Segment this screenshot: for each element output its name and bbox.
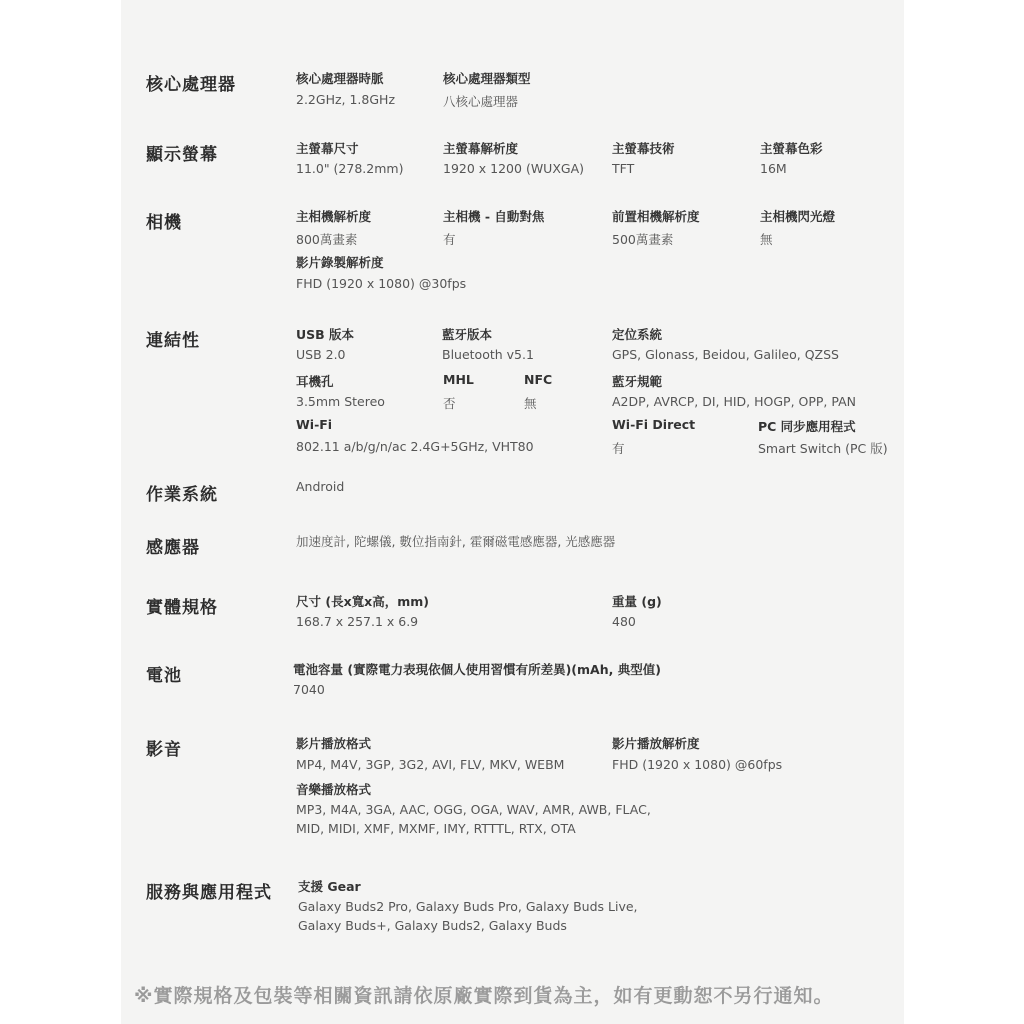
section-title-display: 顯示螢幕 <box>146 145 218 165</box>
cpu-type-label: 核心處理器類型 <box>443 71 531 86</box>
display-color-label: 主螢幕色彩 <box>760 141 823 156</box>
dimension-label: 尺寸 (長x寬x高，mm) <box>296 594 429 609</box>
wifi-value: 802.11 a/b/g/n/ac 2.4G+5GHz, VHT80 <box>296 439 534 454</box>
camera-flash-label: 主相機閃光燈 <box>760 209 836 224</box>
camera-flash-value: 無 <box>760 232 773 247</box>
section-title-battery: 電池 <box>146 666 182 686</box>
earjack-label: 耳機孔 <box>296 374 334 389</box>
location-value: GPS, Glonass, Beidou, Galileo, QZSS <box>612 347 839 362</box>
video-res-label: 影片播放解析度 <box>612 736 700 751</box>
battery-capacity-value: 7040 <box>293 682 325 697</box>
usb-value: USB 2.0 <box>296 347 346 362</box>
bt-profile-value: A2DP, AVRCP, DI, HID, HOGP, OPP, PAN <box>612 394 857 409</box>
display-color-value: 16M <box>760 161 787 176</box>
section-title-os: 作業系統 <box>146 485 218 505</box>
mhl-label: MHL <box>443 372 474 387</box>
video-res-value: FHD (1920 x 1080) @60fps <box>612 757 783 772</box>
section-title-services: 服務與應用程式 <box>146 883 272 903</box>
mhl-value: 否 <box>443 396 456 411</box>
location-label: 定位系統 <box>612 327 663 342</box>
camera-front-res-value: 500萬畫素 <box>612 232 674 247</box>
gear-label: 支援 Gear <box>298 879 361 894</box>
video-format-value: MP4, M4V, 3GP, 3G2, AVI, FLV, MKV, WEBM <box>296 757 565 772</box>
camera-video-value: FHD (1920 x 1080) @30fps <box>296 276 467 291</box>
wifi-direct-label: Wi-Fi Direct <box>612 417 696 432</box>
weight-label: 重量 (g) <box>612 594 662 609</box>
bluetooth-label: 藍牙版本 <box>442 327 493 342</box>
earjack-value: 3.5mm Stereo <box>296 394 385 409</box>
video-format-label: 影片播放格式 <box>296 736 372 751</box>
section-title-cpu: 核心處理器 <box>146 75 236 95</box>
cpu-type-value: 八核心處理器 <box>443 94 519 109</box>
section-title-connectivity: 連結性 <box>146 331 200 351</box>
bt-profile-label: 藍牙規範 <box>612 374 663 389</box>
section-title-physical: 實體規格 <box>146 598 218 618</box>
section-title-camera: 相機 <box>146 213 182 233</box>
cpu-speed-label: 核心處理器時脈 <box>296 71 384 86</box>
gear-line-1: Galaxy Buds2 Pro, Galaxy Buds Pro, Galaxy Buds Live, <box>298 899 638 914</box>
usb-label: USB 版本 <box>296 327 355 342</box>
audio-format-line-2: MID, MIDI, XMF, MXMF, IMY, RTTTL, RTX, OTA <box>296 821 576 836</box>
camera-front-res-label: 前置相機解析度 <box>612 209 700 224</box>
sensors-value: 加速度計, 陀螺儀, 數位指南針, 霍爾磁電感應器, 光感應器 <box>296 534 616 549</box>
pc-sync-label: PC 同步應用程式 <box>758 419 856 434</box>
camera-video-label: 影片錄製解析度 <box>296 255 384 270</box>
nfc-label: NFC <box>524 372 553 387</box>
battery-capacity-label: 電池容量 (實際電力表現依個人使用習慣有所差異)(mAh, 典型值) <box>293 662 661 677</box>
camera-main-res-label: 主相機解析度 <box>296 209 372 224</box>
wifi-label: Wi-Fi <box>296 417 333 432</box>
display-tech-value: TFT <box>612 161 635 176</box>
camera-main-res-value: 800萬畫素 <box>296 232 358 247</box>
nfc-value: 無 <box>524 396 537 411</box>
display-tech-label: 主螢幕技術 <box>612 141 675 156</box>
audio-format-line-1: MP3, M4A, 3GA, AAC, OGG, OGA, WAV, AMR, AWB, FLAC, <box>296 802 651 817</box>
camera-autofocus-value: 有 <box>443 232 456 247</box>
bluetooth-value: Bluetooth v5.1 <box>442 347 534 362</box>
display-size-label: 主螢幕尺寸 <box>296 141 359 156</box>
display-size-value: 11.0" (278.2mm) <box>296 161 404 176</box>
pc-sync-value: Smart Switch (PC 版) <box>758 441 888 456</box>
weight-value: 480 <box>612 614 636 629</box>
audio-format-label: 音樂播放格式 <box>296 782 372 797</box>
footer-note: ※實際規格及包裝等相關資訊請依原廠實際到貨為主，如有更動恕不另行通知。 <box>134 985 834 1007</box>
dimension-value: 168.7 x 257.1 x 6.9 <box>296 614 419 629</box>
os-value: Android <box>296 479 345 494</box>
camera-autofocus-label: 主相機 - 自動對焦 <box>443 209 545 224</box>
section-title-av: 影音 <box>146 740 182 760</box>
display-resolution-label: 主螢幕解析度 <box>443 141 519 156</box>
gear-line-2: Galaxy Buds+, Galaxy Buds2, Galaxy Buds <box>298 918 567 933</box>
display-resolution-value: 1920 x 1200 (WUXGA) <box>443 161 585 176</box>
cpu-speed-value: 2.2GHz, 1.8GHz <box>296 92 395 107</box>
wifi-direct-value: 有 <box>612 441 625 456</box>
section-title-sensors: 感應器 <box>146 538 200 558</box>
